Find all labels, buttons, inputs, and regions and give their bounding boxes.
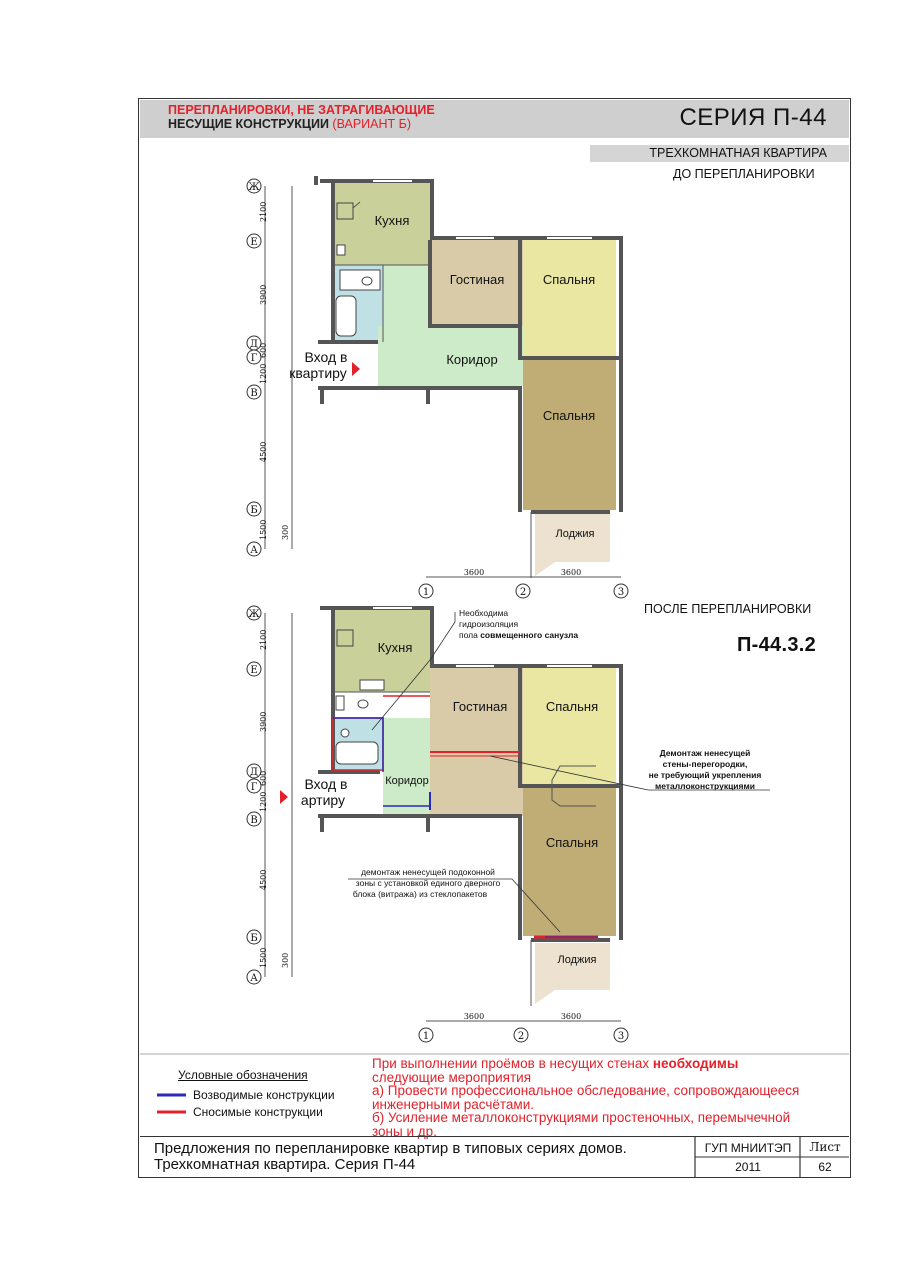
dim-label: 600 — [259, 342, 268, 358]
notes-line-3: а) Провести профессиональное обследование, сопровождающееся — [372, 1083, 800, 1098]
notes-line-5: б) Усиление металлоконструкциями простеночных, перемычечной — [372, 1110, 791, 1125]
bathtub-icon — [336, 742, 378, 764]
axis-row-label: Е — [250, 237, 258, 248]
notes-line-1a: При выполнении проёмов в несущих стенах — [372, 1056, 653, 1071]
dim-label: 2100 — [259, 201, 268, 222]
note-waterproof-2: гидроизоляция — [459, 619, 519, 629]
sink-icon — [337, 245, 345, 255]
room-bedroom-2 — [523, 786, 616, 936]
label-bedroom-2: Спальня — [542, 408, 596, 423]
dim-label: 1200 — [259, 791, 268, 812]
notes-line-6: зоны и др. — [372, 1123, 437, 1139]
axis-cols-after — [419, 1012, 628, 1042]
series-name: СЕРИЯ П-44 — [679, 104, 827, 131]
room-bedroom-2 — [523, 358, 616, 510]
note-demolish-4: металлоконструкциями — [654, 781, 756, 791]
axis-col-label: 3 — [617, 587, 625, 598]
note-waterproof-3a: пола — [459, 630, 481, 640]
axis-cols-before — [419, 568, 628, 598]
dim-label: 3600 — [560, 568, 582, 577]
axis-rows-before — [247, 179, 292, 556]
dim-label: 4500 — [259, 441, 268, 462]
dim-label: 1200 — [259, 363, 268, 384]
footer-sheet-label: Лист — [809, 1140, 841, 1154]
label-bedroom-2: Спальня — [545, 835, 599, 850]
note-demolish-1: Демонтаж ненесущей — [659, 748, 751, 758]
dim-label: 3600 — [463, 1012, 485, 1021]
axis-row-label: Б — [250, 505, 258, 516]
note-demolish-3: не требующий укрепления — [648, 770, 762, 780]
label-living: Гостиная — [449, 272, 505, 287]
dim-label: 1500 — [259, 947, 268, 968]
caption-after: ПОСЛЕ ПЕРЕПЛАНИРОВКИ — [644, 602, 812, 616]
note-waterproof-1: Необходима — [459, 608, 509, 618]
axis-col-label: 1 — [422, 1031, 430, 1042]
label-kitchen: Кухня — [374, 213, 410, 228]
dim-label: 3900 — [259, 711, 268, 732]
footer-description — [154, 1141, 627, 1173]
footer-year: 2011 — [735, 1160, 761, 1174]
room-bedroom-1 — [523, 238, 616, 358]
footer-block — [140, 1136, 849, 1177]
axis-row-label: Ж — [248, 182, 260, 193]
sink-icon — [336, 696, 344, 710]
axis-row-label: Д — [249, 767, 259, 778]
note-demolish-2: стены-перегородки, — [662, 759, 748, 769]
toilet-icon — [362, 277, 372, 285]
legend-title: Условные обозначения — [178, 1068, 308, 1082]
dim-label: 1500 — [259, 519, 268, 540]
dim-label: 3900 — [259, 284, 268, 305]
room-loggia — [535, 514, 610, 576]
label-loggia: Лоджия — [555, 528, 595, 540]
label-kitchen: Кухня — [377, 640, 413, 655]
footer-line-2: Трехкомнатная квартира. Серия П-44 — [154, 1156, 416, 1173]
plan-after — [247, 606, 770, 1042]
dim-label: 3600 — [463, 568, 485, 577]
axis-row-label: Д — [249, 339, 259, 350]
entrance-label-1: Вход в — [304, 349, 348, 365]
bathtub-icon — [336, 296, 356, 336]
entrance-label-1: Вход в — [304, 776, 348, 792]
caption-before: ДО ПЕРЕПЛАНИРОВКИ — [673, 167, 815, 181]
notes-line-4: инженерными расчётами. — [372, 1096, 535, 1112]
entrance-arrow-icon — [280, 790, 288, 804]
plan-code: П-44.3.2 — [737, 634, 817, 656]
notes-line-2: следующие мероприятия — [372, 1069, 532, 1085]
dim-label: 2100 — [259, 629, 268, 650]
entrance-arrow-icon — [352, 362, 360, 376]
room-corridor — [383, 718, 430, 816]
footer-line-1: Предложения по перепланировке квартир в типовых сериях домов. — [154, 1140, 627, 1157]
label-living: Гостиная — [452, 699, 508, 714]
apartment-type: ТРЕХКОМНАТНАЯ КВАРТИРА — [649, 146, 827, 160]
axis-row-label: Е — [250, 665, 258, 676]
entrance-label-2: артиру — [300, 792, 346, 808]
dim-label: 3600 — [560, 1012, 582, 1021]
structural-notes — [372, 1057, 842, 1138]
dim-label: 4500 — [259, 869, 268, 890]
footer-sheet-number: 62 — [818, 1160, 832, 1174]
note-window-2: зоны с установкой единого дверного — [355, 878, 501, 888]
legend-built: Возводимые конструкции — [193, 1088, 335, 1102]
axis-row-label: Б — [250, 933, 258, 944]
axis-row-label: А — [250, 545, 258, 556]
axis-row-label: В — [250, 815, 258, 826]
washbasin-icon — [341, 729, 349, 737]
axis-col-label: 2 — [519, 587, 527, 598]
axis-row-label: Г — [250, 782, 258, 793]
plan-before — [247, 176, 628, 598]
room-living — [430, 668, 523, 816]
title-line-1: ПЕРЕПЛАНИРОВКИ, НЕ ЗАТРАГИВАЮЩИЕ — [168, 103, 435, 117]
label-bedroom-1: Спальня — [542, 272, 596, 287]
axis-col-label: 2 — [517, 1031, 525, 1042]
axis-row-label: Г — [250, 353, 258, 364]
legend-removed: Сносимые конструкции — [193, 1105, 323, 1119]
note-waterproof-3b: совмещенного санузла — [480, 630, 579, 640]
axis-col-label: 3 — [617, 1031, 625, 1042]
note-window-3: блока (витража) из стеклопакетов — [352, 889, 488, 899]
title-line-2a: НЕСУЩИЕ КОНСТРУКЦИИ — [168, 117, 329, 131]
dim-label: 300 — [281, 952, 290, 968]
room-bedroom-1 — [523, 668, 616, 786]
entrance-label-2: квартиру — [289, 365, 347, 381]
dim-label: 300 — [281, 524, 290, 540]
footer-org: ГУП МНИИТЭП — [704, 1141, 792, 1155]
note-window-1: демонтаж ненесущей подоконной — [361, 867, 495, 877]
toilet-icon — [358, 700, 368, 708]
label-corridor: Коридор — [446, 352, 498, 367]
axis-col-label: 1 — [422, 587, 430, 598]
label-corridor: Коридор — [385, 775, 429, 787]
title-line-2b: (ВАРИАНТ Б) — [328, 117, 412, 131]
notes-line-1b: необходимы — [652, 1056, 739, 1071]
axis-row-label: А — [250, 973, 258, 984]
label-loggia: Лоджия — [557, 954, 597, 966]
sink-icon — [360, 680, 384, 690]
label-bedroom-1: Спальня — [545, 699, 599, 714]
axis-row-label: В — [250, 388, 258, 399]
room-loggia — [535, 943, 610, 1004]
dim-label: 600 — [259, 770, 268, 786]
axis-row-label: Ж — [248, 609, 260, 620]
svg-text:пола совмещенного санузла — [459, 630, 578, 640]
toilet-room-icon — [340, 270, 380, 290]
